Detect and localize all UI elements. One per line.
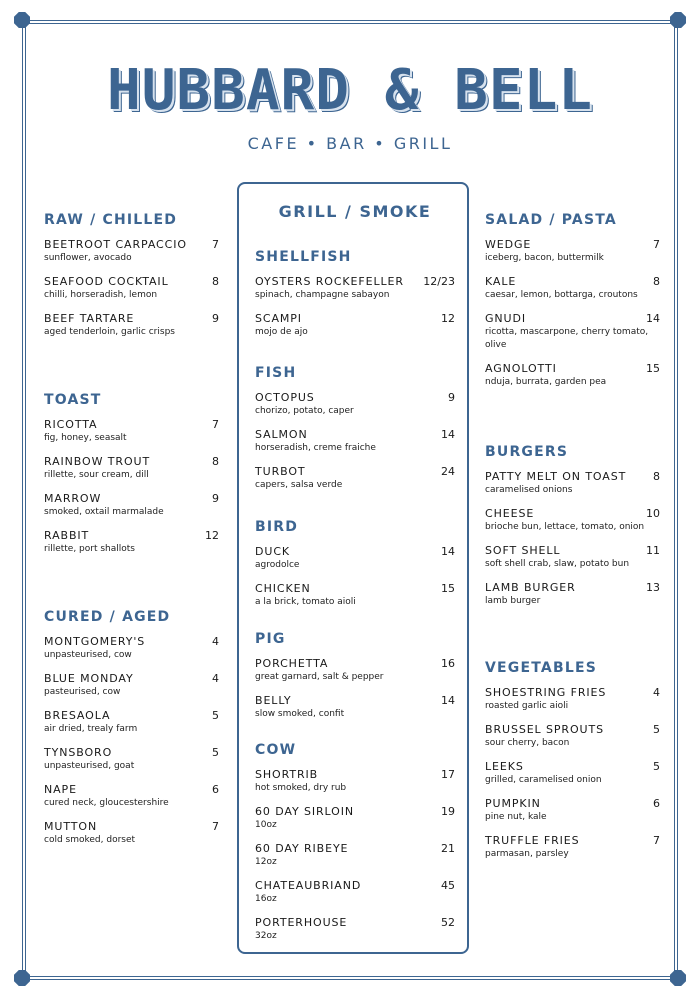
menu-item <box>485 470 660 497</box>
item-description: slow smoked, confit <box>255 709 345 719</box>
item-price: 10 <box>646 507 660 520</box>
item-description: rillette, sour cream, dill <box>44 470 149 480</box>
item-description: parmasan, parsley <box>485 849 569 859</box>
menu-section <box>44 212 219 392</box>
item-price: 14 <box>441 694 455 707</box>
item-name: BEETROOT CARPACCIO <box>44 238 187 251</box>
item-name: BEEF TARTARE <box>44 312 135 325</box>
menu-item <box>44 492 219 519</box>
item-name: 60 DAY RIBEYE <box>255 842 349 855</box>
item-price: 15 <box>441 582 455 595</box>
item-description: iceberg, bacon, buttermilk <box>485 253 604 263</box>
item-description: soft shell crab, slaw, potato bun <box>485 559 630 569</box>
menu-item <box>44 820 219 847</box>
item-name: RAINBOW TROUT <box>44 455 151 468</box>
right-column <box>485 212 660 871</box>
item-price: 16 <box>441 657 455 670</box>
menu-section <box>255 365 455 519</box>
item-price: 17 <box>441 768 455 781</box>
item-description: unpasteurised, goat <box>44 761 135 771</box>
item-name: OYSTERS ROCKEFELLER <box>255 275 404 288</box>
item-description: ricotta, mascarpone, cherry tomato, olive <box>485 327 649 350</box>
item-name: KALE <box>485 275 517 288</box>
restaurant-name: HUBBARD & BELL <box>106 58 593 123</box>
item-price: 9 <box>212 492 219 505</box>
item-price: 13 <box>646 581 660 594</box>
menu-item <box>485 686 660 713</box>
item-description: smoked, oxtail marmalade <box>44 507 164 517</box>
menu-item <box>44 455 219 482</box>
item-name: PORTERHOUSE <box>255 916 348 929</box>
menu-item <box>485 834 660 861</box>
item-price: 12 <box>441 312 455 325</box>
menu-section <box>485 660 660 861</box>
item-name: OCTOPUS <box>255 391 315 404</box>
item-description: caesar, lemon, bottarga, croutons <box>485 290 638 300</box>
item-description: mojo de ajo <box>255 327 308 337</box>
item-price: 5 <box>212 709 219 722</box>
menu-section <box>44 609 219 847</box>
item-price: 7 <box>212 238 219 251</box>
tagline: CAFE • BAR • GRILL <box>247 134 453 153</box>
menu-item <box>44 312 219 339</box>
menu-item <box>485 507 660 534</box>
section-title: COW <box>255 742 297 758</box>
item-name: RICOTTA <box>44 418 98 431</box>
menu-item <box>485 581 660 608</box>
section-title: SALAD / PASTA <box>485 212 617 228</box>
item-price: 12 <box>205 529 219 542</box>
menu-item <box>255 916 455 943</box>
menu-item <box>44 783 219 810</box>
item-price: 7 <box>212 418 219 431</box>
menu-item <box>255 391 455 418</box>
item-description: 16oz <box>255 894 277 904</box>
section-title: SHELLFISH <box>255 249 352 265</box>
item-price: 7 <box>212 820 219 833</box>
menu-item <box>44 635 219 662</box>
item-price: 5 <box>653 760 660 773</box>
item-name: TURBOT <box>255 465 306 478</box>
item-price: 14 <box>441 428 455 441</box>
item-description: capers, salsa verde <box>255 480 343 490</box>
item-description: 12oz <box>255 857 277 867</box>
item-description: sour cherry, bacon <box>485 738 570 748</box>
menu-item <box>255 805 455 832</box>
item-description: lamb burger <box>485 596 541 606</box>
menu-item <box>255 694 455 721</box>
item-price: 45 <box>441 879 455 892</box>
item-price: 24 <box>441 465 455 478</box>
item-name: CHICKEN <box>255 582 311 595</box>
item-description: grilled, caramelised onion <box>485 775 602 785</box>
item-name: SHOESTRING FRIES <box>485 686 607 699</box>
item-description: 10oz <box>255 820 277 830</box>
menu-item <box>44 275 219 302</box>
item-name: LAMB BURGER <box>485 581 576 594</box>
menu-section <box>485 212 660 444</box>
item-name: DUCK <box>255 545 291 558</box>
item-price: 7 <box>653 834 660 847</box>
item-name: SALMON <box>255 428 308 441</box>
menu-item <box>255 582 455 609</box>
corner-ornament-icon <box>670 970 686 986</box>
item-description: great garnard, salt & pepper <box>255 672 384 682</box>
item-description: horseradish, creme fraiche <box>255 443 376 453</box>
item-price: 8 <box>212 275 219 288</box>
item-price: 4 <box>212 672 219 685</box>
item-name: AGNOLOTTI <box>485 362 557 375</box>
item-description: rillette, port shallots <box>44 544 135 554</box>
item-price: 6 <box>212 783 219 796</box>
menu-item <box>485 238 660 265</box>
menu-item <box>44 529 219 556</box>
item-description: fig, honey, seasalt <box>44 433 127 443</box>
item-name: BRUSSEL SPROUTS <box>485 723 604 736</box>
menu-section <box>485 444 660 660</box>
menu-item <box>485 362 660 389</box>
item-description: cold smoked, dorset <box>44 835 136 845</box>
section-title: CURED / AGED <box>44 609 171 625</box>
menu-item <box>485 760 660 787</box>
item-description: roasted garlic aioli <box>485 701 569 711</box>
menu-item <box>255 879 455 906</box>
menu-section <box>44 392 219 609</box>
item-price: 5 <box>653 723 660 736</box>
item-description: caramelised onions <box>485 485 573 495</box>
item-name: TYNSBORO <box>44 746 113 759</box>
section-title: TOAST <box>44 392 102 408</box>
item-description: cured neck, gloucestershire <box>44 798 169 808</box>
item-description: brioche bun, lettace, tomato, onion <box>485 522 645 532</box>
section-title: PIG <box>255 631 286 647</box>
panel-content <box>255 202 455 953</box>
item-price: 4 <box>653 686 660 699</box>
section-title: BIRD <box>255 519 299 535</box>
menu-item <box>44 672 219 699</box>
item-name: SOFT SHELL <box>485 544 561 557</box>
item-name: MUTTON <box>44 820 98 833</box>
item-price: 5 <box>212 746 219 759</box>
section-title: BURGERS <box>485 444 569 460</box>
grill-smoke-panel <box>237 182 469 954</box>
item-description: sunflower, avocado <box>44 253 132 263</box>
item-name: TRUFFLE FRIES <box>485 834 580 847</box>
item-description: a la brick, tomato aioli <box>255 597 356 607</box>
menu-item <box>485 797 660 824</box>
item-description: chorizo, potato, caper <box>255 406 354 416</box>
menu-item <box>485 544 660 571</box>
menu-item <box>255 842 455 869</box>
item-name: SCAMPI <box>255 312 302 325</box>
item-description: 32oz <box>255 931 277 941</box>
item-name: GNUDI <box>485 312 527 325</box>
item-price: 8 <box>212 455 219 468</box>
menu-item <box>255 657 455 684</box>
menu-item <box>485 723 660 750</box>
item-price: 21 <box>441 842 455 855</box>
item-name: RABBIT <box>44 529 90 542</box>
item-price: 15 <box>646 362 660 375</box>
item-price: 9 <box>212 312 219 325</box>
item-name: MARROW <box>44 492 102 505</box>
item-name: CHATEAUBRIAND <box>255 879 362 892</box>
menu-item <box>485 312 660 352</box>
item-description: hot smoked, dry rub <box>255 783 347 793</box>
item-price: 14 <box>441 545 455 558</box>
left-column <box>44 212 219 857</box>
item-name: BELLY <box>255 694 292 707</box>
item-price: 8 <box>653 275 660 288</box>
item-price: 11 <box>646 544 660 557</box>
item-name: BRESAOLA <box>44 709 111 722</box>
item-name: SHORTRIB <box>255 768 319 781</box>
menu-item <box>44 709 219 736</box>
menu-item <box>255 545 455 572</box>
item-price: 52 <box>441 916 455 929</box>
item-name: LEEKS <box>485 760 524 773</box>
menu-item <box>44 238 219 265</box>
item-description: pine nut, kale <box>485 812 547 822</box>
item-price: 19 <box>441 805 455 818</box>
menu-item <box>255 465 455 492</box>
item-price: 14 <box>646 312 660 325</box>
item-description: agrodolce <box>255 560 300 570</box>
item-price: 4 <box>212 635 219 648</box>
menu-item <box>485 275 660 302</box>
item-description: pasteurised, cow <box>44 687 121 697</box>
item-name: PATTY MELT ON TOAST <box>485 470 627 483</box>
item-price: 6 <box>653 797 660 810</box>
item-name: SEAFOOD COCKTAIL <box>44 275 169 288</box>
menu-section <box>255 631 455 742</box>
corner-ornament-icon <box>14 970 30 986</box>
item-name: PUMPKIN <box>485 797 541 810</box>
item-description: air dried, trealy farm <box>44 724 138 734</box>
item-price: 9 <box>448 391 455 404</box>
item-description: chilli, horseradish, lemon <box>44 290 158 300</box>
menu-item <box>44 746 219 773</box>
item-name: WEDGE <box>485 238 532 251</box>
item-price: 12/23 <box>423 275 455 288</box>
menu-section <box>255 519 455 631</box>
item-description: aged tenderloin, garlic crisps <box>44 327 175 337</box>
menu-item <box>44 418 219 445</box>
menu-item <box>255 312 455 339</box>
menu-section <box>255 249 455 365</box>
menu-item <box>255 275 455 302</box>
section-title: VEGETABLES <box>485 660 597 676</box>
item-name: 60 DAY SIRLOIN <box>255 805 354 818</box>
item-name: NAPE <box>44 783 77 796</box>
item-description: unpasteurised, cow <box>44 650 132 660</box>
item-description: nduja, burrata, garden pea <box>485 377 607 387</box>
item-price: 8 <box>653 470 660 483</box>
menu-item <box>255 768 455 795</box>
item-name: BLUE MONDAY <box>44 672 134 685</box>
menu-item <box>255 428 455 455</box>
item-name: CHEESE <box>485 507 535 520</box>
menu-section <box>255 742 455 943</box>
item-price: 7 <box>653 238 660 251</box>
item-description: spinach, champagne sabayon <box>255 290 390 300</box>
item-name: PORCHETTA <box>255 657 329 670</box>
corner-ornament-icon <box>670 12 686 28</box>
panel-title: GRILL / SMOKE <box>278 202 432 221</box>
section-title: FISH <box>255 365 297 381</box>
item-name: MONTGOMERY'S <box>44 635 146 648</box>
section-title: RAW / CHILLED <box>44 212 178 228</box>
